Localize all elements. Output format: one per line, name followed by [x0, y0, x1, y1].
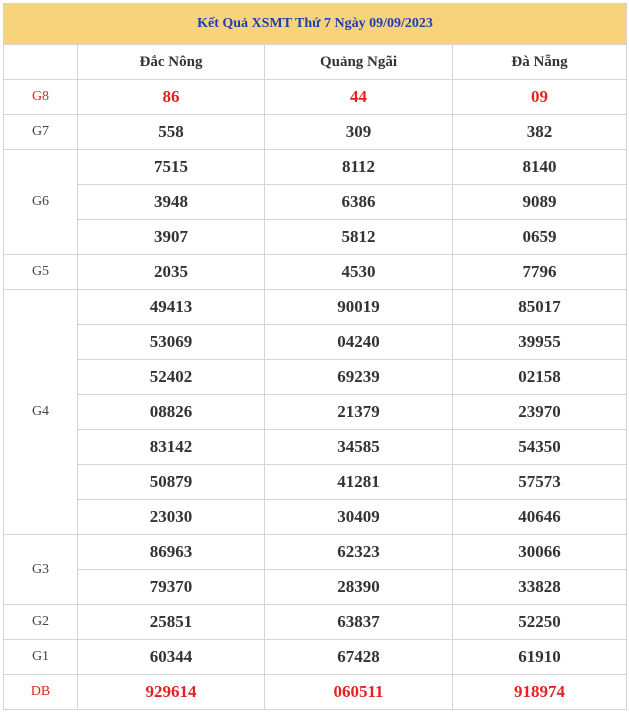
result-row	[4, 395, 627, 430]
prize-label: G8	[4, 80, 78, 115]
result-number: 2035	[78, 255, 265, 290]
result-row	[4, 535, 627, 570]
result-number: 08826	[78, 395, 265, 430]
lottery-results-table	[3, 3, 627, 710]
result-number: 90019	[265, 290, 453, 325]
result-number: 6386	[265, 185, 453, 220]
result-row	[4, 605, 627, 640]
result-number: 83142	[78, 430, 265, 465]
title-row	[4, 4, 627, 45]
result-number: 52250	[453, 605, 627, 640]
result-row	[4, 500, 627, 535]
result-row	[4, 430, 627, 465]
result-number: 69239	[265, 360, 453, 395]
prize-column-header	[4, 45, 78, 80]
result-row	[4, 185, 627, 220]
prize-label: G2	[4, 605, 78, 640]
prize-label: G4	[4, 290, 78, 535]
province-header: Quảng Ngãi	[265, 45, 453, 80]
result-number: 30066	[453, 535, 627, 570]
result-number: 67428	[265, 640, 453, 675]
result-row	[4, 290, 627, 325]
result-number: 309	[265, 115, 453, 150]
result-number: 8140	[453, 150, 627, 185]
table-title: Kết Quả XSMT Thứ 7 Ngày 09/09/2023	[4, 4, 627, 45]
header-row	[4, 45, 627, 80]
result-number: 23030	[78, 500, 265, 535]
result-number: 21379	[265, 395, 453, 430]
result-number: 929614	[78, 675, 265, 710]
result-number: 558	[78, 115, 265, 150]
result-row	[4, 640, 627, 675]
result-number: 09	[453, 80, 627, 115]
result-number: 39955	[453, 325, 627, 360]
result-row	[4, 325, 627, 360]
result-number: 62323	[265, 535, 453, 570]
result-number: 060511	[265, 675, 453, 710]
prize-label: G7	[4, 115, 78, 150]
result-number: 3907	[78, 220, 265, 255]
result-row	[4, 115, 627, 150]
result-number: 40646	[453, 500, 627, 535]
result-number: 61910	[453, 640, 627, 675]
result-row	[4, 675, 627, 710]
result-number: 0659	[453, 220, 627, 255]
result-number: 50879	[78, 465, 265, 500]
result-row	[4, 465, 627, 500]
result-number: 7515	[78, 150, 265, 185]
result-row	[4, 220, 627, 255]
result-number: 44	[265, 80, 453, 115]
result-number: 5812	[265, 220, 453, 255]
result-number: 04240	[265, 325, 453, 360]
result-number: 918974	[453, 675, 627, 710]
result-row	[4, 570, 627, 605]
result-row	[4, 150, 627, 185]
result-number: 63837	[265, 605, 453, 640]
result-number: 33828	[453, 570, 627, 605]
result-number: 34585	[265, 430, 453, 465]
result-number: 85017	[453, 290, 627, 325]
result-number: 3948	[78, 185, 265, 220]
prize-label: DB	[4, 675, 78, 710]
province-header: Đà Nẵng	[453, 45, 627, 80]
result-number: 53069	[78, 325, 265, 360]
province-header: Đắc Nông	[78, 45, 265, 80]
prize-label: G3	[4, 535, 78, 605]
result-number: 23970	[453, 395, 627, 430]
result-number: 41281	[265, 465, 453, 500]
prize-label: G6	[4, 150, 78, 255]
result-number: 382	[453, 115, 627, 150]
prize-label: G5	[4, 255, 78, 290]
result-number: 30409	[265, 500, 453, 535]
result-number: 4530	[265, 255, 453, 290]
result-row	[4, 80, 627, 115]
result-number: 49413	[78, 290, 265, 325]
result-number: 7796	[453, 255, 627, 290]
result-number: 86	[78, 80, 265, 115]
result-row	[4, 360, 627, 395]
results-container	[3, 3, 626, 710]
result-number: 86963	[78, 535, 265, 570]
result-number: 8112	[265, 150, 453, 185]
result-number: 9089	[453, 185, 627, 220]
result-number: 79370	[78, 570, 265, 605]
result-number: 54350	[453, 430, 627, 465]
result-number: 52402	[78, 360, 265, 395]
result-number: 25851	[78, 605, 265, 640]
result-number: 28390	[265, 570, 453, 605]
result-number: 57573	[453, 465, 627, 500]
result-number: 02158	[453, 360, 627, 395]
result-row	[4, 255, 627, 290]
result-number: 60344	[78, 640, 265, 675]
prize-label: G1	[4, 640, 78, 675]
